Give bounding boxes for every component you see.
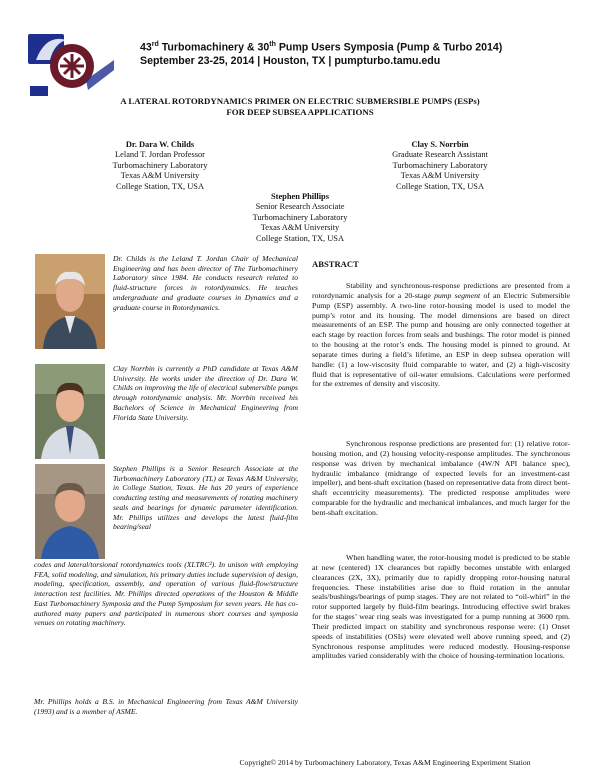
symposium-line-2: September 23-25, 2014 | Houston, TX | pumpturbo.tamu.edu: [140, 54, 441, 67]
symposium-logo: [26, 30, 118, 100]
bio-childs: Dr. Childs is the Leland T. Jordan Chair of Mechanical Engineering and has been director of The Turbomachinery Laboratory since 1984. He conducts research related to fluid-structure forces in rotordynamics. He teaches undergraduate and graduate courses in Dynamics and a graduate course in Rotordynamics.: [113, 254, 298, 312]
symposium-line-1: 43rd Turbomachinery & 30th Pump Users Symposia (Pump & Turbo 2014): [140, 41, 503, 54]
author-childs: Dr. Dara W. Childs Leland T. Jordan Professor Turbomachinery Laboratory Texas A&M University College Station, TX, USA: [112, 140, 208, 191]
abstract-paragraph-3: When handling water, the rotor-housing model is predicted to be stable at new (centered) 1X clearances but rapidly becomes unstable with enlarged clearances (2X, 3X), primarily due to rapidly dropping rotor-housing natural frequencies. These instabilities arise due to fluid rotation in the annular seals/bushings/bearings of pump stages. They are not related to “oil-whirl” in the rotor supported largely by fluid-film bearings. Introducing effective swirl brakes for the stages’ wear ring seals was investigated for a pump running at 3600 rpm. Their predicted impact on stability and synchronous response were: (1) Onset speeds of instabilities (OSIs) were elevated well above running speed, and (2) Synchronous response amplitudes were reduced modestly. Housing-response amplitudes varied considerably with the choice of housing-termination locations.: [312, 553, 570, 661]
copyright-footer: Copyright© 2014 by Turbomachinery Laboratory, Texas A&M Engineering Experiment Station: [239, 758, 531, 767]
bio-phillips-part-3: Mr. Phillips holds a B.S. in Mechanical Engineering from Texas A&M University (1993) and is a member of ASME.: [34, 697, 298, 716]
symposium-header: [140, 38, 580, 68]
bio-norrbin: Clay Norrbin is currently a PhD candidate at Texas A&M University. He works under the direction of Dr. Dara W. Childs on improving the life of electrical submersible pumps through rotordynamic analysis. Mr. Norrbin received his Bachelors of Science in Mechanical Engineering from Florida State University.: [113, 364, 298, 422]
abstract-heading: ABSTRACT: [312, 259, 359, 269]
photo-childs: [35, 254, 105, 349]
bio-phillips-part-1: Stephen Phillips is a Senior Research Associate at the Turbomachinery Laboratory (TL) at Texas A&M University, in College Station, Texas. He has 20 years of experience conducting testing and measurements of rotating machinery seals and bearings for dynamic parameter identification. Mr. Phillips utilizes and develops the latest fluid-film bearing/seal: [113, 464, 298, 532]
bio-phillips-part-2: codes and lateral/torsional rotordynamics tools (XLTRC²). In unison with employing FEA, solid modeling, and simulation, his primary duties include supervision of design, modeling, specification, assembly, and operation of various fluid-flow/structure interaction test facilities. Mr. Phillips directed operations of the Houston & Middle East Turbomachinery Symposia and the Pump Symposium for seven years. He has co-authored many papers and participated in numerous short courses and symposia venues on rotating machinery.: [34, 560, 298, 628]
photo-phillips: [35, 464, 105, 559]
paper-title: A LATERAL ROTORDYNAMICS PRIMER ON ELECTRIC SUBMERSIBLE PUMPS (ESPs) FOR DEEP SUBSEA APPLICATIONS: [120, 96, 480, 117]
abstract-paragraph-1: Stability and synchronous-response predictions are presented from a rotordynamic analysis for a 20-stage pump segment of an Electric Submersible Pump (ESP) assembly. A two-line rotor-housing model is used to model the pump’s rotor and its housing. The model dimensions are based on direct measurements of an ESP. The pump and housing are only connected together at each stage by reaction forces from seals and bushings. The rotor model is pinned to the housing at the rotor’s ends. The housing model is pinned to ground. At separate times during a field’s lifetime, an ESP in deep subsea operation will handle: (1) a low-viscosity fluid comparable to water, and (2) a high-viscosity fluid that is representative of oil-water emulsions. Calculations were performed for the extremes of density and viscosity.: [312, 281, 570, 389]
photo-norrbin: [35, 364, 105, 459]
author-phillips: Stephen Phillips Senior Research Associate Turbomachinery Laboratory Texas A&M University College Station, TX, USA: [252, 192, 348, 243]
abstract-paragraph-2: Synchronous response predictions are presented for: (1) relative rotor-housing motion, and (2) housing velocity-response amplitudes. The synchronous response was driven by mechanical imbalance (4W/N API balance spec), hydraulic imbalance (midrange of expected levels for an investment-cast impeller), and bent-shaft excitation (based on representative data from direct bent-shaft eccentricity measurements). The predicted response amplitudes were comparable for the hydraulic and mechanical imbalances, and much larger for the bent-shaft excitation.: [312, 439, 570, 517]
author-norrbin: Clay S. Norrbin Graduate Research Assistant Turbomachinery Laboratory Texas A&M University College Station, TX, USA: [392, 140, 488, 191]
